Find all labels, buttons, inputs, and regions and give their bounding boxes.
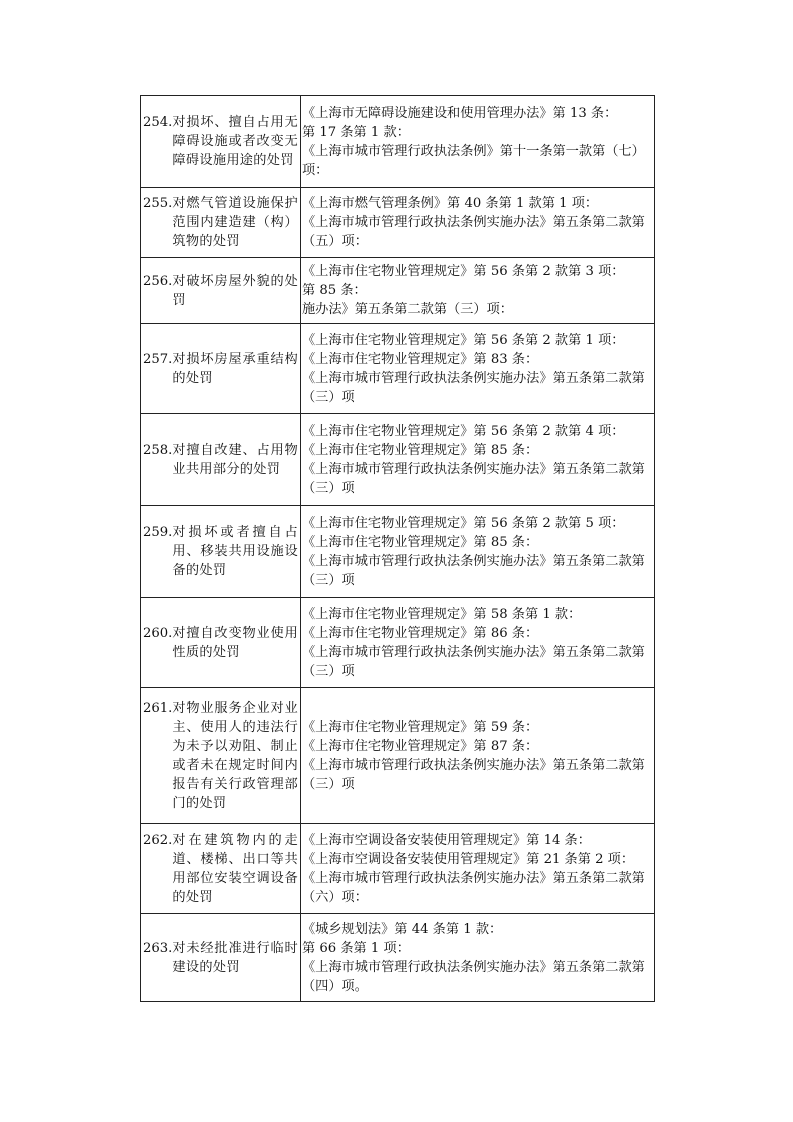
legal-basis-line: 《上海市住宅物业管理规定》第 83 条： — [302, 351, 539, 367]
item-cell — [141, 258, 301, 324]
legal-basis-cell — [301, 914, 655, 1002]
legal-basis-line: （三）项 — [302, 389, 355, 405]
item-wrap — [143, 624, 298, 662]
table-row — [141, 324, 655, 414]
legal-basis-line: 《上海市住宅物业管理规定》第 58 条第 1 款： — [302, 606, 582, 622]
item-number: 263. — [143, 940, 173, 956]
item-description: 对未经批准进行临时建设的处罚 — [172, 940, 298, 975]
legal-basis-line: （四）项。 — [302, 978, 368, 994]
table-row — [141, 688, 655, 824]
item-number: 255. — [143, 196, 173, 211]
table-row — [141, 598, 655, 688]
legal-basis-line: 《上海市城市管理行政执法条例实施办法》第五条第二款第 — [302, 461, 645, 477]
item-number: 262. — [143, 832, 173, 848]
legal-basis-cell — [301, 824, 655, 914]
item-number: 256. — [143, 273, 173, 289]
legal-basis-line: （三）项 — [302, 480, 355, 496]
legal-basis-line: 《上海市住宅物业管理规定》第 87 条： — [302, 738, 539, 754]
legal-basis-line: 《上海市住宅物业管理规定》第 56 条第 2 款第 1 项： — [302, 332, 625, 348]
legal-basis-line: 《上海市城市管理行政执法条例实施办法》第五条第二款第 — [302, 870, 645, 886]
item-number: 258. — [143, 442, 173, 458]
table-row — [141, 258, 655, 324]
item-description: 对在建筑物内的走道、楼梯、出口等共用部位安装空调设备的处罚 — [172, 832, 298, 905]
table-row — [141, 914, 655, 1002]
legal-basis-line: 《上海市空调设备安装使用管理规定》第 21 条第 2 项： — [302, 851, 635, 867]
legal-basis-line: 《上海市城市管理行政执法条例实施办法》第五条第二款第 — [302, 959, 645, 975]
legal-basis-line: 《上海市住宅物业管理规定》第 56 条第 2 款第 3 项： — [302, 264, 625, 279]
legal-basis-line: 《上海市住宅物业管理规定》第 85 条： — [302, 442, 539, 458]
item-wrap — [143, 113, 298, 170]
legal-basis-line: 《上海市燃气管理条例》第 40 条第 1 款第 1 项： — [302, 196, 599, 211]
legal-basis-cell — [301, 506, 655, 598]
enforcement-items-table — [140, 95, 655, 1002]
legal-basis-line: 《上海市城市管理行政执法条例实施办法》第五条第二款第 — [302, 644, 645, 660]
item-wrap — [143, 523, 298, 580]
item-number: 261. — [143, 700, 173, 716]
item-description: 对物业服务企业对业主、使用人的违法行为未予以劝阻、制止或者未在规定时间内报告有关行政管理部门的处罚 — [172, 700, 298, 811]
legal-basis-line: 《上海市城市管理行政执法条例实施办法》第五条第二款第 — [302, 757, 645, 773]
legal-basis-line: 《上海市城市管理行政执法条例》第十一条第一款第（七） — [302, 143, 645, 159]
legal-basis-cell — [301, 598, 655, 688]
legal-basis-line: （三）项 — [302, 663, 355, 679]
legal-basis-cell — [301, 688, 655, 824]
legal-basis-line: 第 17 条第 1 款： — [302, 124, 410, 140]
item-cell — [141, 188, 301, 258]
legal-basis-line: 《上海市城市管理行政执法条例实施办法》第五条第二款第 — [302, 370, 645, 386]
item-wrap — [143, 831, 298, 907]
table-row — [141, 188, 655, 258]
table-row — [141, 824, 655, 914]
item-number: 259. — [143, 525, 173, 540]
legal-basis-line: 《上海市住宅物业管理规定》第 59 条： — [302, 719, 539, 735]
legal-basis-line: 《上海市城市管理行政执法条例实施办法》第五条第二款第 — [302, 553, 645, 569]
legal-basis-line: 第 85 条： — [302, 283, 367, 298]
item-description: 对破坏房屋外貌的处罚 — [172, 273, 298, 308]
table-row — [141, 506, 655, 598]
item-description: 对擅自改变物业使用性质的处罚 — [172, 625, 298, 660]
item-description: 对损坏房屋承重结构的处罚 — [172, 351, 298, 386]
item-number: 254. — [143, 115, 173, 130]
item-description: 对损坏或者擅自占用、移装共用设施设备的处罚 — [172, 525, 298, 578]
table-row — [141, 96, 655, 188]
legal-basis-line: 施办法》第五条第二款第（三）项： — [302, 302, 513, 317]
legal-basis-line: 《上海市住宅物业管理规定》第 56 条第 2 款第 5 项： — [302, 515, 625, 531]
item-description: 对擅自改建、占用物业共用部分的处罚 — [172, 442, 298, 477]
item-wrap — [143, 272, 298, 310]
legal-basis-line: （三）项 — [302, 776, 355, 792]
legal-basis-line: 《城乡规划法》第 44 条第 1 款： — [302, 921, 503, 937]
item-cell — [141, 598, 301, 688]
item-cell — [141, 506, 301, 598]
item-number: 257. — [143, 351, 173, 367]
item-cell — [141, 96, 301, 188]
legal-basis-cell — [301, 96, 655, 188]
table-row — [141, 414, 655, 506]
legal-basis-cell — [301, 188, 655, 258]
item-cell — [141, 914, 301, 1002]
legal-basis-line: 《上海市住宅物业管理规定》第 86 条： — [302, 625, 539, 641]
legal-basis-line: （三）项 — [302, 572, 355, 588]
item-description: 对燃气管道设施保护范围内建造建（构）筑物的处罚 — [172, 196, 298, 249]
item-number: 260. — [143, 625, 173, 641]
legal-basis-line: 《上海市城市管理行政执法条例实施办法》第五条第二款第 — [302, 215, 645, 230]
table-body — [141, 96, 655, 1002]
legal-basis-cell — [301, 324, 655, 414]
legal-basis-line: （六）项： — [302, 889, 368, 905]
legal-basis-line: 项： — [302, 162, 329, 178]
legal-basis-cell — [301, 258, 655, 324]
item-wrap — [143, 194, 298, 251]
legal-basis-line: 《上海市空调设备安装使用管理规定》第 14 条： — [302, 832, 591, 848]
item-cell — [141, 414, 301, 506]
legal-basis-line: 《上海市住宅物业管理规定》第 85 条： — [302, 534, 539, 550]
legal-basis-line: （五）项： — [302, 234, 368, 249]
item-wrap — [143, 441, 298, 479]
item-cell — [141, 688, 301, 824]
item-cell — [141, 824, 301, 914]
legal-basis-line: 《上海市无障碍设施建设和使用管理办法》第 13 条： — [302, 105, 618, 121]
legal-basis-line: 《上海市住宅物业管理规定》第 56 条第 2 款第 4 项： — [302, 423, 625, 439]
item-wrap — [143, 939, 298, 977]
legal-basis-line: 第 66 条第 1 项： — [302, 940, 410, 956]
item-wrap — [143, 699, 298, 813]
legal-basis-cell — [301, 414, 655, 506]
item-cell — [141, 324, 301, 414]
item-wrap — [143, 350, 298, 388]
item-description: 对损坏、擅自占用无障碍设施或者改变无障碍设施用途的处罚 — [172, 115, 298, 168]
